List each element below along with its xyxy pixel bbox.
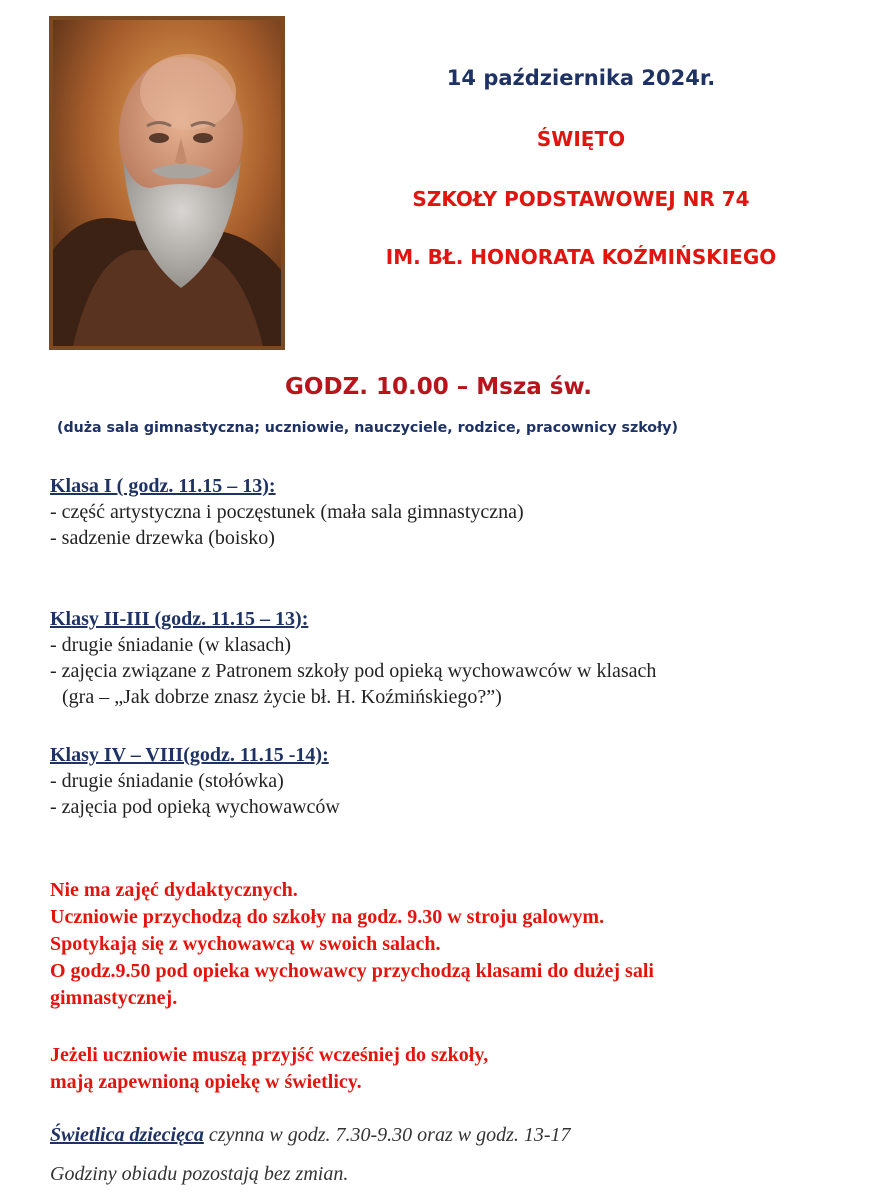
notice-block — [50, 877, 654, 1012]
title-line-3: IM. BŁ. HONORATA KOŹMIŃSKIEGO — [385, 245, 777, 269]
notice-line: O godz.9.50 pod opieka wychowawcy przychodzą klasami do dużej sali — [50, 960, 654, 982]
section-item: - sadzenie drzewka (boisko) — [50, 527, 275, 549]
portrait-image — [53, 20, 281, 346]
section-item: - część artystyczna i poczęstunek (mała sala gimnastyczna) — [50, 501, 524, 523]
notice-line: Uczniowie przychodzą do szkoły na godz. 9.30 w stroju galowym. — [50, 906, 605, 928]
section-classes-2-3 — [50, 606, 656, 710]
notice-line: Nie ma zajęć dydaktycznych. — [50, 879, 298, 901]
section-classes-4-8 — [50, 742, 340, 820]
section-item: (gra – „Jak dobrze znasz życie bł. H. Koźmińskiego?”) — [62, 686, 502, 708]
care-notice-block — [50, 1042, 488, 1096]
section-item: - zajęcia związane z Patronem szkoły pod opieką wychowawców w klasach — [50, 660, 657, 682]
section-class-1 — [50, 473, 524, 551]
section-item: - zajęcia pod opieką wychowawców — [50, 796, 340, 818]
mass-subtitle: (duża sala gimnastyczna; uczniowie, nauczyciele, rodzice, pracownicy szkoły) — [57, 420, 679, 436]
section-heading: Klasy IV – VIII(godz. 11.15 -14): — [50, 744, 329, 766]
title-line-1: ŚWIĘTO — [536, 127, 626, 151]
notice-line: Jeżeli uczniowie muszą przyjść wcześniej do szkoły, — [50, 1044, 489, 1066]
notice-line: mają zapewnioną opiekę w świetlicy. — [50, 1071, 362, 1093]
daycare-hours-text: czynna w godz. 7.30-9.30 oraz w godz. 13-17 — [203, 1124, 571, 1146]
daycare-hours — [50, 1124, 571, 1147]
section-item: - drugie śniadanie (stołówka) — [50, 770, 284, 792]
section-item: - drugie śniadanie (w klasach) — [50, 634, 292, 656]
daycare-link: Świetlica dziecięca — [50, 1124, 204, 1146]
title-line-2: SZKOŁY PODSTAWOWEJ NR 74 — [412, 187, 750, 211]
section-heading: Klasa I ( godz. 11.15 – 13): — [50, 475, 276, 497]
notice-line: gimnastycznej. — [50, 987, 178, 1009]
section-heading: Klasy II-III (godz. 11.15 – 13): — [50, 608, 309, 630]
lunch-note: Godziny obiadu pozostają bez zmian. — [50, 1163, 349, 1185]
patron-portrait — [49, 16, 285, 350]
event-date: 14 października 2024r. — [446, 66, 716, 90]
notice-line: Spotykają się z wychowawcą w swoich salach. — [50, 933, 441, 955]
mass-title: GODZ. 10.00 – Msza św. — [285, 374, 592, 400]
